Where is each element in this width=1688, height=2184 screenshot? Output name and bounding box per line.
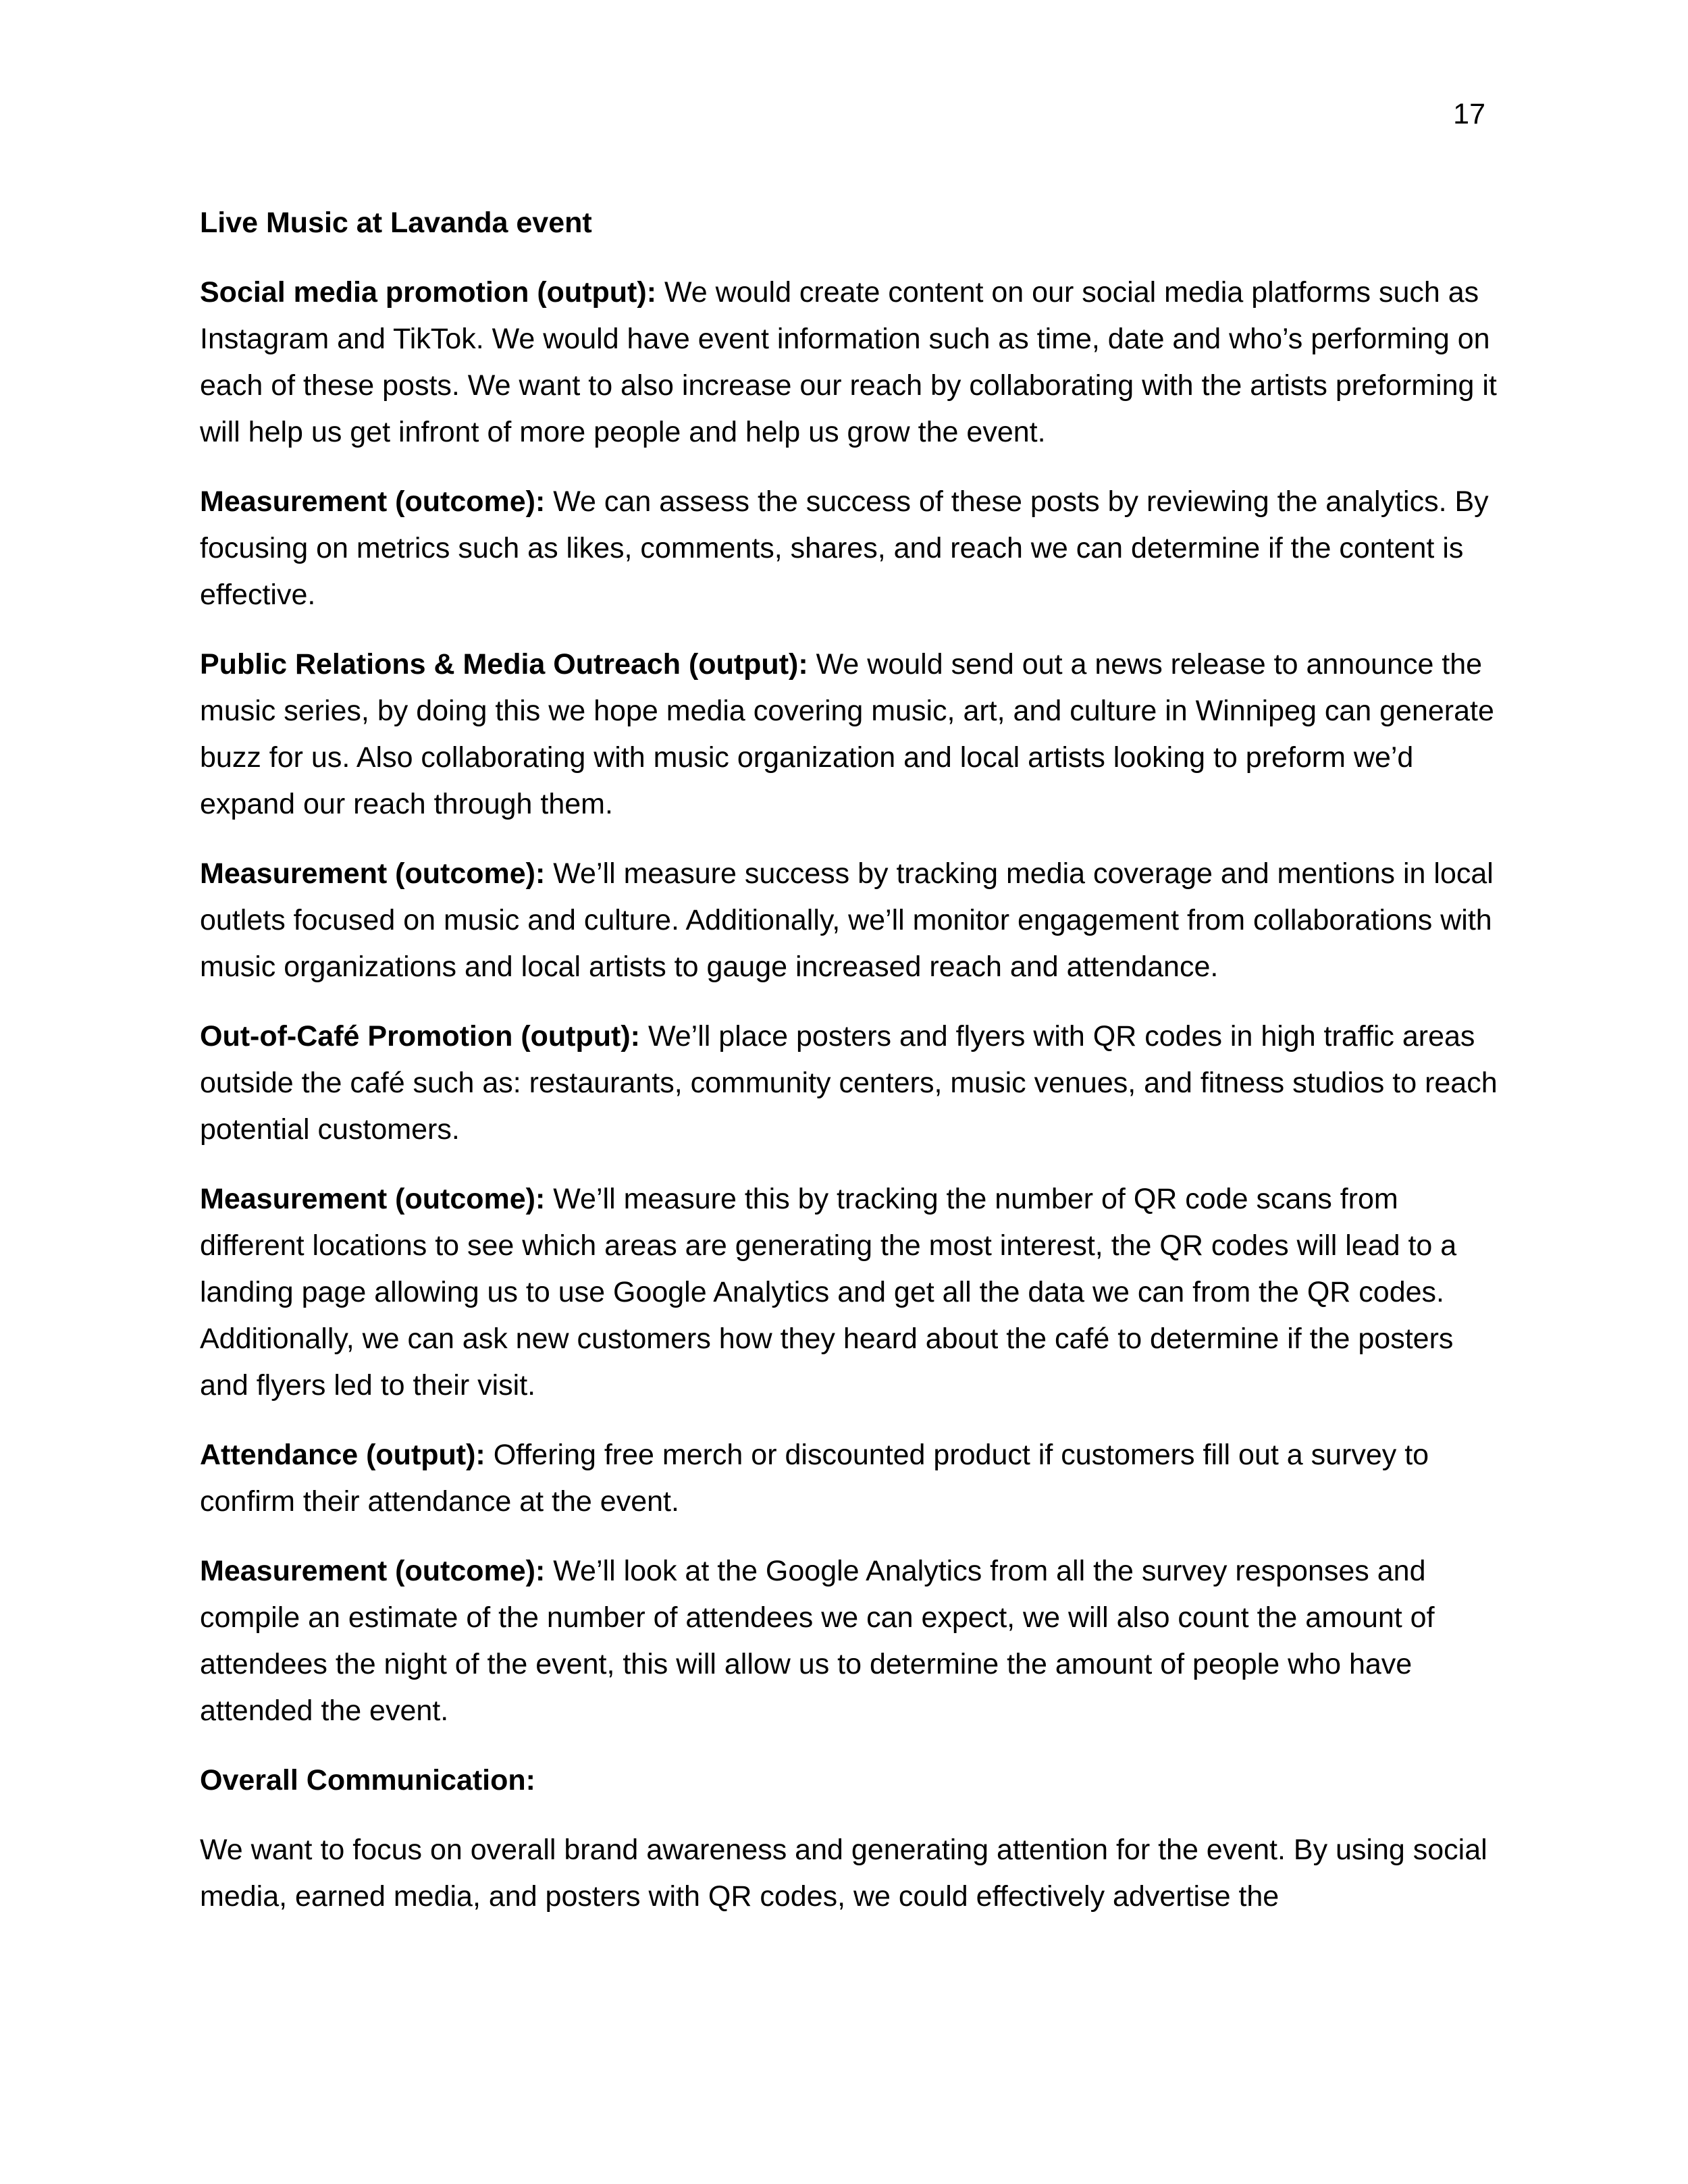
section-label: Public Relations & Media Outreach (output): <box>200 648 808 681</box>
section-label: Out-of-Café Promotion (output): <box>200 1020 640 1053</box>
overall-communication-heading: Overall Communication: <box>200 1764 535 1796</box>
section-measurement-attendance <box>200 1548 1503 1734</box>
section-measurement-pr <box>200 851 1503 990</box>
overall-communication-text: We want to focus on overall brand awareness and generating attention for the event. By using social media, earned media, and posters with QR codes, we could effectively advertise the <box>200 1834 1487 1913</box>
section-label: Social media promotion (output): <box>200 276 657 309</box>
section-measurement-qr <box>200 1176 1503 1409</box>
section-public-relations <box>200 641 1503 828</box>
section-label: Measurement (outcome): <box>200 857 546 890</box>
section-text: We’ll place posters and flyers with QR codes in high traffic areas outside the café such as: restaurants, community centers, music venues, and fitness studios to reach potential customers. <box>200 1020 1498 1146</box>
section-label: Measurement (outcome): <box>200 485 546 518</box>
section-social-media-promotion <box>200 269 1503 456</box>
page-number: 17 <box>1453 98 1485 130</box>
section-measurement-social <box>200 479 1503 618</box>
section-attendance <box>200 1432 1503 1525</box>
section-text: We would create content on our social media platforms such as Instagram and TikTok. We would have event information such as time, date and who’s performing on each of these posts. We want to also increase our reach by collaborating with the artists preforming it will help us get infront of more people and help us grow the event. <box>200 276 1497 448</box>
section-out-of-cafe-promotion <box>200 1013 1503 1153</box>
document-body <box>200 200 1503 1943</box>
section-text: We can assess the success of these posts by reviewing the analytics. By focusing on metrics such as likes, comments, shares, and reach we can determine if the content is effective. <box>200 485 1489 611</box>
section-label: Attendance (output): <box>200 1439 485 1471</box>
section-text: Offering free merch or discounted product if customers fill out a survey to confirm their attendance at the event. <box>200 1439 1429 1518</box>
section-text: We’ll measure success by tracking media coverage and mentions in local outlets focused on music and culture. Additionally, we’ll monitor engagement from collaborations with music organizations and local artists to gauge increased reach and attendance. <box>200 857 1494 983</box>
section-label: Measurement (outcome): <box>200 1555 546 1587</box>
section-text: We would send out a news release to announce the music series, by doing this we hope media covering music, art, and culture in Winnipeg can generate buzz for us. Also collaborating with music organization and local artists looking to preform we’d expand our reach through them. <box>200 648 1494 820</box>
section-label: Measurement (outcome): <box>200 1183 546 1215</box>
document-title: Live Music at Lavanda event <box>200 207 592 239</box>
section-text: We’ll measure this by tracking the number of QR code scans from different locations to see which areas are generating the most interest, the QR codes will lead to a landing page allowing us to use Google Analytics and get all the data we can from the QR codes. Additionally, we can ask new customers how they heard about the café to determine if the posters and flyers led to their visit. <box>200 1183 1457 1402</box>
section-text: We’ll look at the Google Analytics from all the survey responses and compile an estimate of the number of attendees we can expect, we will also count the amount of attendees the night of the event, this will allow us to determine the amount of people who have attended the event. <box>200 1555 1435 1727</box>
